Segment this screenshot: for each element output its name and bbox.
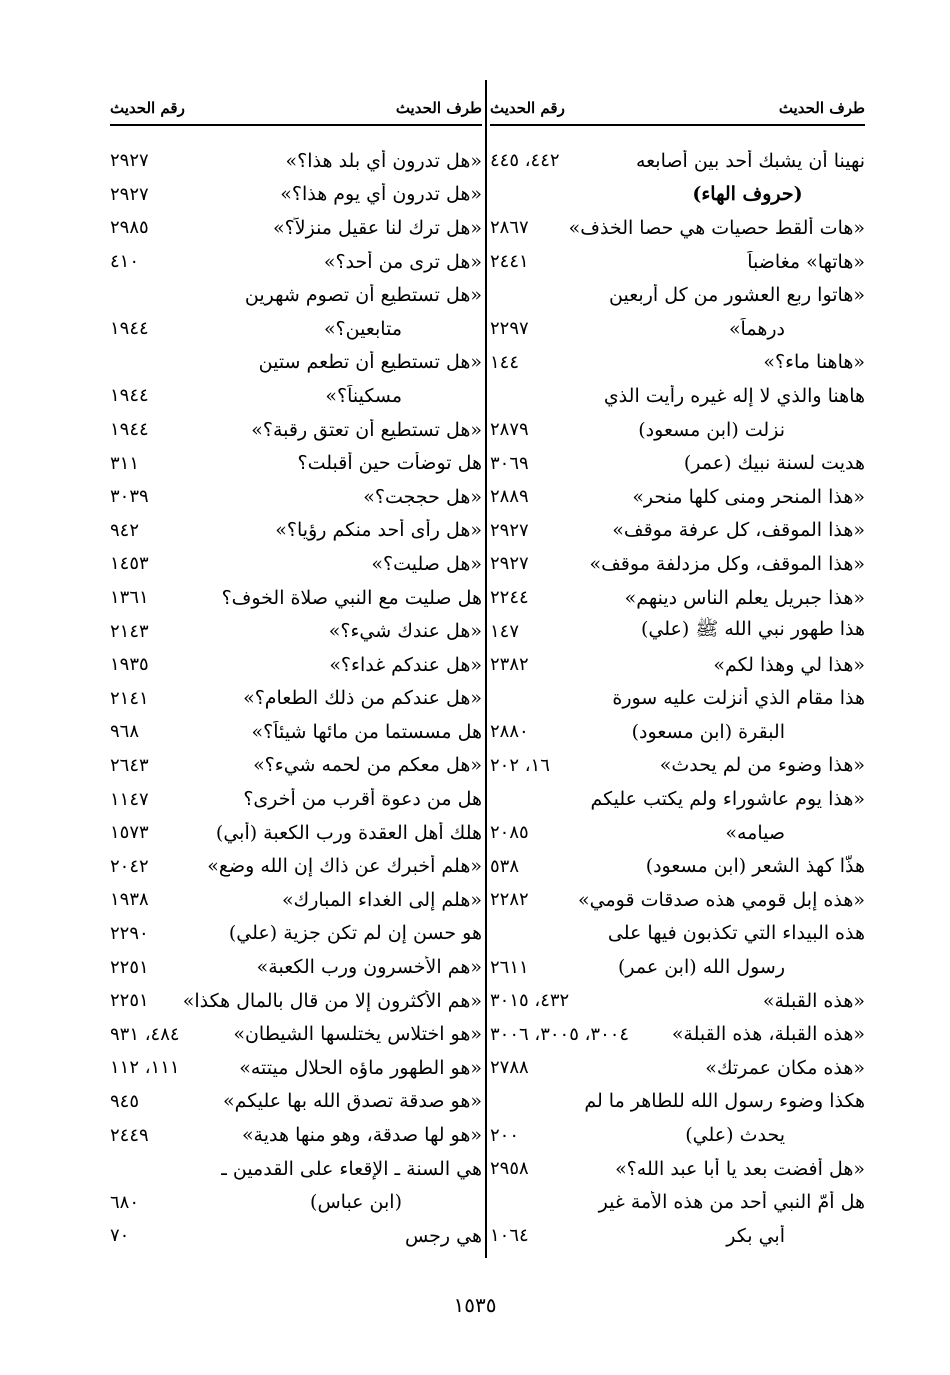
left-column — [110, 92, 482, 1253]
entry-text: هكذا وضوء رسول الله للطاهر ما لم — [584, 1090, 865, 1113]
entry-number: ٢٠٨٥ — [490, 822, 529, 844]
header-text-label: طرف الحديث — [395, 99, 482, 117]
index-entry — [490, 1017, 865, 1051]
right-entries — [490, 144, 865, 1253]
entry-text: درهماً» — [728, 317, 785, 340]
entry-text: هلك أهل العقدة ورب الكعبة (أبي) — [215, 821, 482, 844]
entry-number: ٤٤٢، ٤٤٥ — [490, 150, 560, 172]
index-entry — [490, 245, 865, 279]
index-entry — [490, 816, 865, 850]
entry-text: «هم الأكثرون إلا من قال بالمال هكذا» — [182, 989, 482, 1012]
entry-text: صيامه» — [725, 821, 785, 844]
index-entry — [490, 1219, 865, 1253]
entry-number: ٢٢٩٠ — [110, 922, 149, 944]
index-entry — [490, 446, 865, 480]
index-entry — [490, 984, 865, 1018]
entry-text: «هل ترى من أحد؟» — [323, 250, 482, 273]
entry-text: هي رجس — [404, 1224, 482, 1247]
index-entry — [490, 682, 865, 716]
index-entry — [490, 1118, 865, 1152]
entry-number: ٦٨٠ — [110, 1191, 140, 1213]
entry-number: ٢٨٧٩ — [490, 419, 529, 441]
entry-text: «هل عندك شيء؟» — [328, 620, 482, 643]
index-entry — [110, 715, 482, 749]
entry-text: هل أمّ النبي أحد من هذه الأمة غير — [598, 1191, 865, 1214]
index-entry — [490, 312, 865, 346]
entry-number: ٢٧٨٨ — [490, 1057, 529, 1079]
entry-text: «هاتها» مغاضباً — [747, 250, 865, 273]
index-entry — [110, 984, 482, 1018]
entry-text: «هذا وضوء من لم يحدث» — [659, 754, 865, 777]
entry-text: هذا طهور نبي الله ﷺ (علي) — [641, 618, 865, 641]
index-entry — [110, 480, 482, 514]
entry-number: ٢٦٤٣ — [110, 754, 149, 776]
index-entry — [490, 849, 865, 883]
entry-number: ٢٩٥٨ — [490, 1158, 529, 1180]
entry-number: ٢٢٥١ — [110, 956, 149, 978]
entry-text: هي السنة ـ الإقعاء على القدمين ـ — [221, 1157, 482, 1180]
entry-text: «هذا لي وهذا لكم» — [713, 653, 865, 676]
entry-text: «هاهنا ماء؟» — [763, 351, 865, 374]
index-entry — [490, 278, 865, 312]
entry-number: ١٠٦٤ — [490, 1225, 529, 1247]
entry-number: ٢٨٨٩ — [490, 486, 529, 508]
index-entry — [490, 379, 865, 413]
entry-text: «هو الطهور ماؤه الحلال ميتته» — [239, 1056, 482, 1079]
entry-number: ٢٩٢٧ — [110, 183, 149, 205]
index-entry — [110, 782, 482, 816]
index-entry — [110, 1051, 482, 1085]
entry-text: «هل صليت؟» — [371, 552, 482, 575]
entry-text: رسول الله (ابن عمر) — [617, 956, 785, 979]
entry-number: ١٦، ٢٠٢ — [490, 754, 550, 776]
index-entry — [490, 749, 865, 783]
entry-number: ٢٩٨٥ — [110, 217, 149, 239]
index-entry — [490, 346, 865, 380]
header-number-label: رقم الحديث — [110, 99, 185, 117]
entry-number: ٢١٤١ — [110, 687, 149, 709]
entry-text: «هلم أخبرك عن ذاك إن الله وضع» — [207, 855, 482, 878]
entry-text: هذا مقام الذي أنزلت عليه سورة — [612, 687, 865, 710]
index-entry — [110, 211, 482, 245]
entry-text: «هل معكم من لحمه شيء؟» — [253, 754, 482, 777]
entry-number: ٢٩٢٧ — [110, 150, 149, 172]
entry-text: «هذا جبريل يعلم الناس دينهم» — [624, 586, 865, 609]
entry-text: «هل ترك لنا عقيل منزلاً؟» — [273, 216, 482, 239]
index-entry — [490, 1185, 865, 1219]
entry-text: «هذه القبلة» — [762, 989, 865, 1012]
index-entry — [490, 1051, 865, 1085]
entry-number: ١٩٤٤ — [110, 318, 149, 340]
entry-text: «هل عندكم من ذلك الطعام؟» — [243, 687, 482, 710]
index-entry — [110, 816, 482, 850]
entry-number: ٢٢٨٢ — [490, 889, 529, 911]
entry-text: «هذه مكان عمرتك» — [705, 1056, 865, 1079]
entry-text: هل توضأت حين أقبلت؟ — [297, 452, 482, 475]
index-entry — [490, 1085, 865, 1119]
index-entry — [490, 514, 865, 548]
entry-number: ٩٦٨ — [110, 721, 140, 743]
header-text-label: طرف الحديث — [778, 99, 865, 117]
entry-number: ٢٠٤٢ — [110, 855, 149, 877]
entry-number: ٥٣٨ — [490, 855, 520, 877]
entry-text: «هذه إبل قومي هذه صدقات قومي» — [578, 888, 865, 911]
entry-number: ٣٠٦٩ — [490, 452, 529, 474]
entry-number: ٩٤٥ — [110, 1090, 140, 1112]
entry-number: ٢٨٦٧ — [490, 217, 529, 239]
entry-text: هل من دعوة أقرب من أخرى؟ — [243, 788, 482, 811]
entry-text: «هذا الموقف، وكل مزدلفة موقف» — [589, 552, 865, 575]
entry-text: «هات ألقط حصيات هي حصا الخذف» — [568, 216, 865, 239]
entry-text: هاهنا والذي لا إله غيره رأيت الذي — [603, 384, 865, 407]
entry-number: ٧٠ — [110, 1225, 130, 1247]
index-entry — [490, 581, 865, 615]
entry-text: «هذا يوم عاشوراء ولم يكتب عليكم — [590, 788, 865, 811]
index-entry — [110, 682, 482, 716]
entry-text: يحدث (علي) — [685, 1124, 785, 1147]
entry-number: ٢٣٨٢ — [490, 654, 529, 676]
right-column-header — [490, 92, 865, 126]
entry-text: «هل حججت؟» — [363, 485, 482, 508]
entry-number: ١٩٣٨ — [110, 889, 149, 911]
entry-number: ٣٠٣٩ — [110, 486, 149, 508]
entry-number: ٣١١ — [110, 452, 140, 474]
index-entry — [110, 1085, 482, 1119]
index-entry — [110, 144, 482, 178]
index-entry — [110, 547, 482, 581]
entry-text: البقرة (ابن مسعود) — [631, 720, 785, 743]
entry-number: ٣٠٠٤، ٣٠٠٥، ٣٠٠٦ — [490, 1023, 630, 1045]
index-entry — [490, 547, 865, 581]
index-entry — [490, 648, 865, 682]
entry-number: ٤١٠ — [110, 251, 140, 273]
entry-text: «هلم إلى الغداء المبارك» — [281, 888, 482, 911]
entry-text: «هو اختلاس يختلسها الشيطان» — [233, 1023, 482, 1046]
entry-number: ٢٤٤١ — [490, 251, 529, 273]
index-entry — [110, 278, 482, 312]
entry-text: «هل عندكم غداء؟» — [329, 653, 482, 676]
index-entry — [110, 245, 482, 279]
entry-text: هل صليت مع النبي صلاة الخوف؟ — [221, 586, 482, 609]
entry-text: «هذه القبلة، هذه القبلة» — [671, 1023, 865, 1046]
index-entry — [110, 581, 482, 615]
entry-number: ٢١٤٣ — [110, 620, 149, 642]
entry-number: ١٩٣٥ — [110, 654, 149, 676]
entry-number: ١٤٥٣ — [110, 553, 149, 575]
entry-text: «هو صدقة تصدق الله بها عليكم» — [222, 1090, 482, 1113]
entry-text: هذه البيداء التي تكذبون فيها على — [607, 922, 865, 945]
entry-number: ١٥٧٣ — [110, 822, 149, 844]
entry-text: «هم الأخسرون ورب الكعبة» — [256, 956, 482, 979]
index-entry — [490, 917, 865, 951]
index-entry — [110, 1219, 482, 1253]
entry-text: نزلت (ابن مسعود) — [638, 418, 785, 441]
entry-number: ١٣٦١ — [110, 587, 149, 609]
entry-number: ٢٩٢٧ — [490, 553, 529, 575]
entry-number: ٢٨٨٠ — [490, 721, 529, 743]
entry-number: ١١١، ١١٢ — [110, 1057, 180, 1079]
entry-number: ٩٤٢ — [110, 519, 140, 541]
index-entry — [490, 950, 865, 984]
index-entry — [110, 849, 482, 883]
entry-text: «هو لها صدقة، وهو منها هدية» — [241, 1124, 482, 1147]
index-entry — [110, 1118, 482, 1152]
page-number: ١٥٣٥ — [453, 1293, 497, 1317]
entry-number: ٢٠٠ — [490, 1124, 520, 1146]
index-entry — [110, 446, 482, 480]
index-entry — [110, 883, 482, 917]
index-entry — [110, 1185, 482, 1219]
index-entry — [490, 144, 865, 178]
entry-number: ٢٩٢٧ — [490, 519, 529, 541]
entry-text: «هل تستطيع أن تصوم شهرين — [244, 284, 482, 307]
left-column-header — [110, 92, 482, 126]
index-entry — [490, 782, 865, 816]
entry-text: (ابن عباس) — [310, 1191, 402, 1214]
index-entry — [110, 1017, 482, 1051]
entry-text: أبي بكر — [726, 1224, 785, 1247]
entry-text: متابعين؟» — [323, 317, 402, 340]
index-entry — [110, 950, 482, 984]
entry-text: هديت لسنة نبيك (عمر) — [683, 452, 865, 475]
entry-text: «هذا الموقف، كل عرفة موقف» — [612, 519, 865, 542]
entry-number: ١٩٤٤ — [110, 385, 149, 407]
entry-text: (حروف الهاء) — [692, 183, 803, 206]
index-entry — [490, 614, 865, 648]
index-entry — [110, 178, 482, 212]
entry-text: «هل تستطيع أن تعتق رقبة؟» — [251, 418, 482, 441]
index-entry — [110, 514, 482, 548]
index-entry — [110, 312, 482, 346]
index-entry — [490, 480, 865, 514]
index-entry — [490, 715, 865, 749]
entry-text: «هذا المنحر ومنى كلها منحر» — [632, 485, 865, 508]
entry-number: ٢٢٩٧ — [490, 318, 529, 340]
index-entry — [110, 614, 482, 648]
entry-text: «هاتوا ربع العشور من كل أربعين — [609, 284, 865, 307]
entry-number: ٢٤٤٩ — [110, 1124, 149, 1146]
entry-text: «هل تدرون أي يوم هذا؟» — [280, 183, 482, 206]
index-entry — [490, 413, 865, 447]
right-column — [490, 92, 865, 1253]
entry-number: ٢٦١١ — [490, 956, 529, 978]
entry-number: ٢٢٤٤ — [490, 587, 529, 609]
entry-text: مسكيناً؟» — [325, 384, 402, 407]
index-entry — [110, 648, 482, 682]
entry-text: نهينا أن يشبك أحد بين أصابعه — [635, 149, 865, 172]
header-number-label: رقم الحديث — [490, 99, 565, 117]
index-entry — [110, 1152, 482, 1186]
entry-text: «هل رأى أحد منكم رؤيا؟» — [275, 519, 482, 542]
left-entries — [110, 144, 482, 1253]
index-entry — [490, 211, 865, 245]
index-entry — [110, 379, 482, 413]
section-heading — [490, 178, 865, 212]
entry-text: «هل تدرون أي بلد هذا؟» — [285, 149, 482, 172]
entry-text: هو حسن إن لم تكن جزية (علي) — [228, 922, 482, 945]
entry-text: «هل تستطيع أن تطعم ستين — [258, 351, 482, 374]
entry-number: ١٤٤ — [490, 351, 520, 373]
index-entry — [110, 749, 482, 783]
entry-number: ١١٤٧ — [110, 788, 149, 810]
entry-number: ٤٨٤، ٩٣١ — [110, 1023, 180, 1045]
index-entry — [490, 1152, 865, 1186]
entry-text: هل مسستما من مائها شيئاً؟» — [251, 720, 482, 743]
column-divider — [485, 80, 487, 1258]
index-entry — [110, 413, 482, 447]
index-entry — [490, 883, 865, 917]
entry-text: هذّا كهذ الشعر (ابن مسعود) — [645, 855, 865, 878]
entry-text: «هل أفضت بعد يا أبا عبد الله؟» — [615, 1157, 865, 1180]
entry-number: ٤٣٢، ٣٠١٥ — [490, 990, 570, 1012]
entry-number: ١٤٧ — [490, 620, 520, 642]
index-entry — [110, 917, 482, 951]
index-entry — [110, 346, 482, 380]
entry-number: ١٩٤٤ — [110, 419, 149, 441]
entry-number: ٢٢٥١ — [110, 990, 149, 1012]
